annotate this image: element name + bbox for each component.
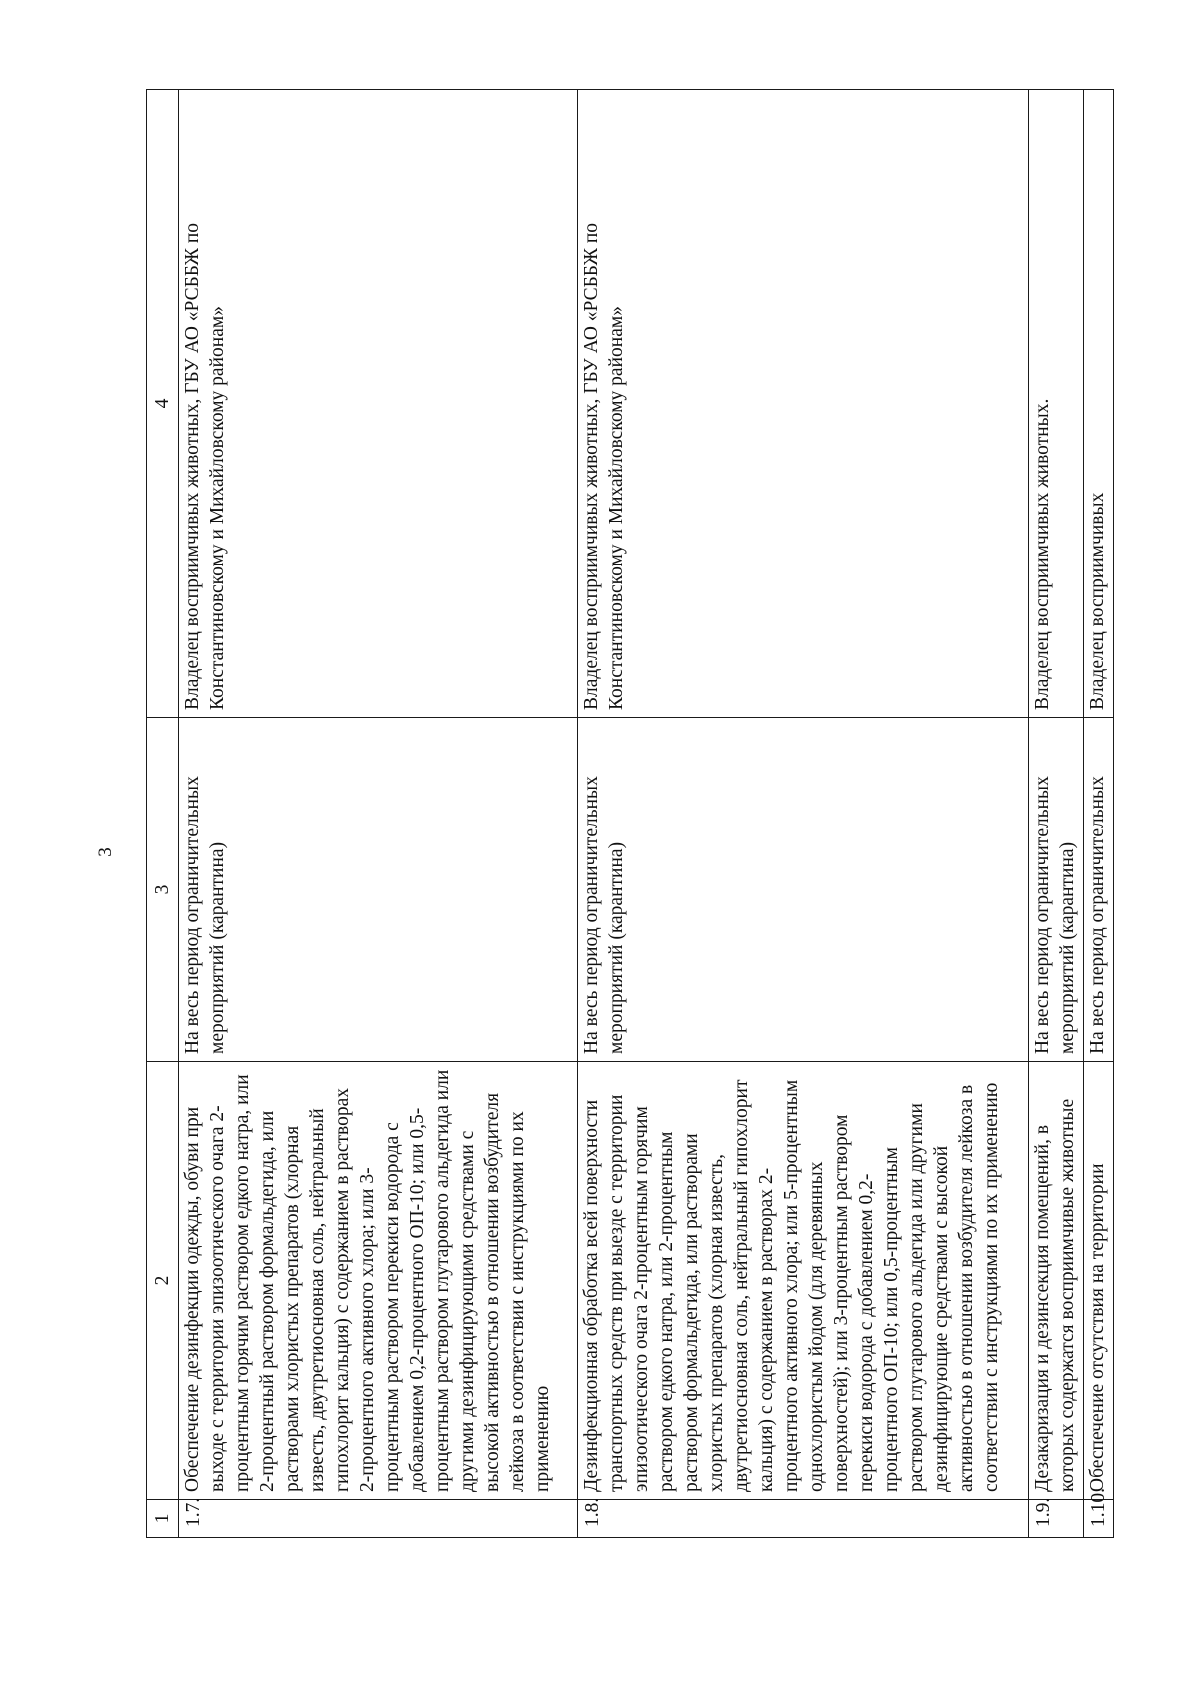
row-number: 1.7. [178, 1500, 577, 1538]
row-measure: Обеспечение отсутствия на территории [1084, 1062, 1114, 1500]
header-cell-term: 3 [147, 718, 179, 1062]
table-row [1029, 90, 1084, 1538]
row-responsible: Владелец восприимчивых животных. [1029, 90, 1084, 718]
row-term: На весь период ограничительных мероприятий (карантина) [577, 718, 1029, 1062]
table-header-row [147, 90, 179, 1538]
row-responsible: Владелец восприимчивых [1084, 90, 1114, 718]
page-number: 3 [95, 847, 116, 857]
row-responsible: Владелец восприимчивых животных, ГБУ АО «РСББЖ по Константиновскому и Михайловскому районам» [577, 90, 1029, 718]
row-number: 1.9. [1029, 1500, 1084, 1538]
row-term: На весь период ограничительных мероприятий (карантина) [1029, 718, 1084, 1062]
header-cell-responsible: 4 [147, 90, 179, 718]
row-number: 1.8. [577, 1500, 1029, 1538]
measures-table [146, 89, 1114, 1538]
row-responsible: Владелец восприимчивых животных, ГБУ АО «РСББЖ по Константиновскому и Михайловскому районам» [178, 90, 577, 718]
header-cell-number: 1 [147, 1500, 179, 1538]
row-measure: Обеспечение дезинфекции одежды, обуви при выходе с территории эпизоотического очага 2-процентным горячим раствором едкого натра, или 2-процентный раствором формальдегида, или растворами хлористых препаратов (хлорная известь, двутретиосновная соль, нейтральный гипохлорит кальция) с содержанием в растворах 2-процентного активного хлора; или 3-процентным раствором перекиси водорода с добавлением 0,2-процентного ОП-10; или 0,5-процентным раствором глутарового альдегида или другими дезинфицирующими средствами с высокой активностью в отношении возбудителя лейкоза в соответствии с инструкциями по их применению [178, 1062, 577, 1500]
table-row [1084, 90, 1114, 1538]
row-number: 1.10. [1084, 1500, 1114, 1538]
header-cell-measure: 2 [147, 1062, 179, 1500]
table-row [178, 90, 577, 1538]
row-term: На весь период ограничительных [1084, 718, 1114, 1062]
rotated-table-container [146, 90, 1114, 1538]
row-measure: Дезакаризация и дезинсекция помещений, в которых содержатся восприимчивые животные [1029, 1062, 1084, 1500]
row-measure: Дезинфекционная обработка всей поверхности транспортных средств при выезде с территории эпизоотического очага 2-процентным горячим раствором едкого натра, или 2-процентным раствором формальдегида, или растворами хлористых препаратов (хлорная известь, двутретиосновная соль, нейтральный гипохлорит кальция) с содержанием в растворах 2-процентного активного хлора; или 5-процентным однохлористым йодом (для деревянных поверхностей); или 3-процентным раствором перекиси водорода с добавлением 0,2-процентного ОП-10; или 0,5-процентным раствором глутарового альдегида или другими дезинфицирующие средствами с высокой активностью в отношении возбудителя лейкоза в соответствии с инструкциями по их применению [577, 1062, 1029, 1500]
table-row [577, 90, 1029, 1538]
row-term: На весь период ограничительных мероприятий (карантина) [178, 718, 577, 1062]
